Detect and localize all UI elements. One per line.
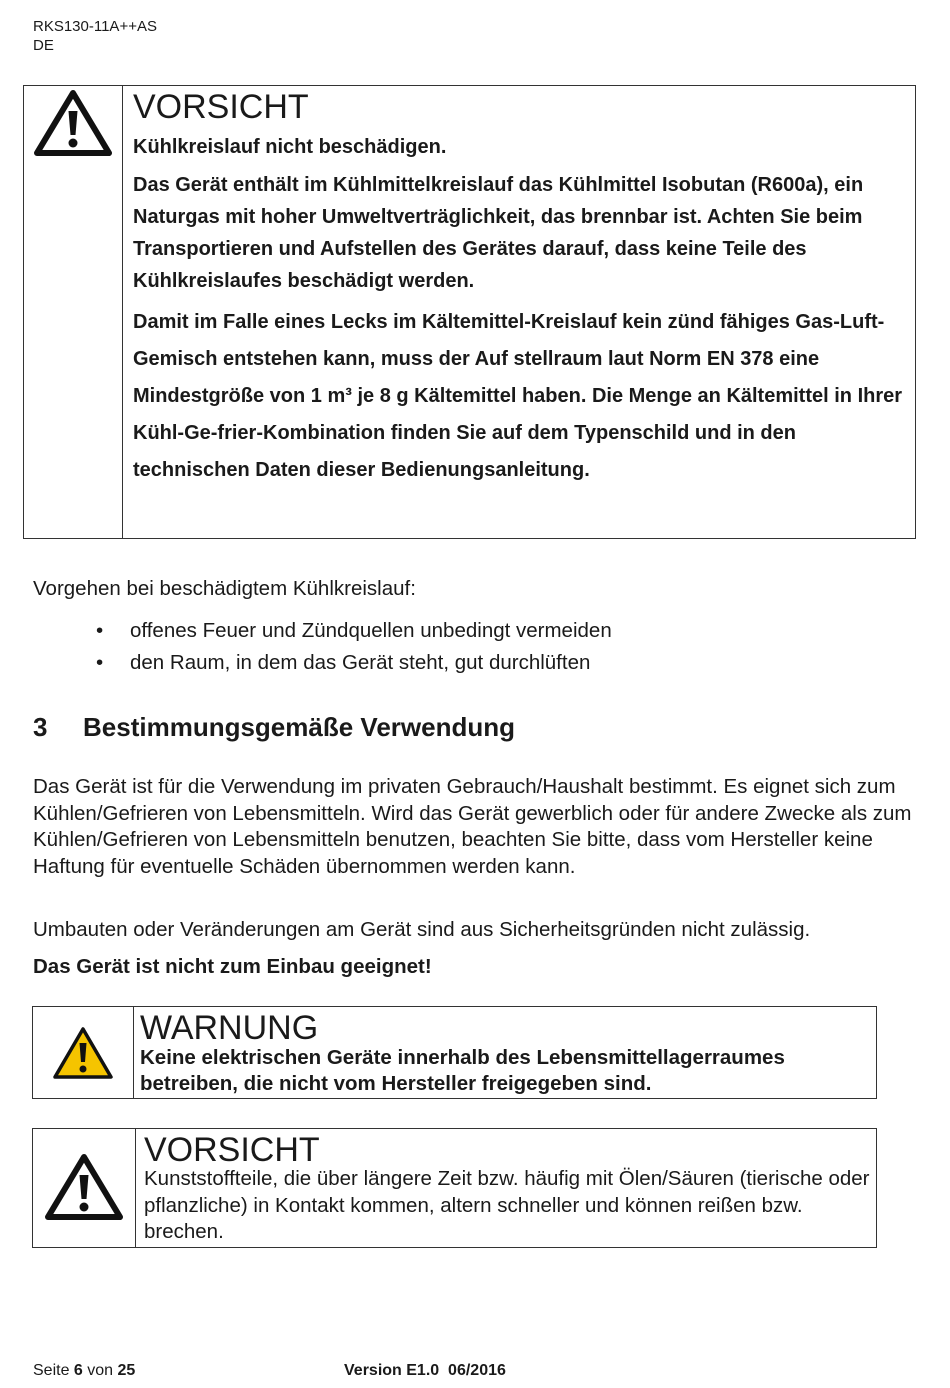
language-code: DE bbox=[33, 37, 54, 54]
notice-paragraph: Damit im Falle eines Lecks im Kältemittel-Kreislauf kein zünd fähiges Gas-Luft-Gemisch entstehen kann, muss der Auf stellraum laut Norm EN 378 eine Mindestgröße von 1 m³ je 8 g Kältemittel haben. Die Menge an Kältemittel in Ihrer Kühl-Ge-frier-Kombination finden Sie auf dem Typenschild und in den technischen Daten dieser Bedienungsanleitung. bbox=[133, 311, 903, 481]
notice-paragraph: Das Gerät enthält im Kühlmittelkreislauf das Kühlmittel Isobutan (R600a), ein Naturgas mit hoher Umweltverträglichkeit, das brennbar ist. Achten Sie beim Transportieren und Aufstellen des Gerätes darauf, dass keine Teile des Kühlkreislaufes beschädigt werden. bbox=[133, 174, 864, 292]
notice-text: Kunststoffteile, die über längere Zeit bzw. häufig mit Ölen/Säuren (tierische oder pflanzliche) in Kontakt kommen, altern schneller und können reißen bzw. brechen. bbox=[144, 1167, 870, 1243]
section-number: 3 bbox=[33, 712, 48, 742]
bullet: • bbox=[96, 619, 104, 642]
page-number: Seite 6 von 25 bbox=[33, 1362, 136, 1379]
notice-title: WARNUNG bbox=[140, 1009, 319, 1047]
notice-text: Keine elektrischen Geräte innerhalb des Lebensmittellagerraumes betreiben, die nicht vom Hersteller freigegeben sind. bbox=[140, 1046, 785, 1095]
notice-title: VORSICHT bbox=[144, 1131, 320, 1169]
caution-notice-plastics bbox=[32, 1128, 877, 1248]
warning-notice-electrical bbox=[32, 1006, 877, 1099]
notice-icon-cell bbox=[33, 1129, 136, 1247]
list-item: • den Raum, in dem das Gerät steht, gut durchlüften bbox=[96, 647, 612, 679]
caution-notice-refrigerant bbox=[23, 85, 916, 539]
damage-steps-list bbox=[96, 615, 612, 679]
notice-icon-cell bbox=[24, 86, 123, 538]
section-title: Bestimmungsgemäße Verwendung bbox=[83, 712, 515, 742]
yellow-warning-triangle-icon bbox=[52, 1026, 114, 1080]
section-paragraph: Umbauten oder Veränderungen am Gerät sind aus Sicherheitsgründen nicht zulässig. bbox=[33, 918, 811, 941]
version-label: Version E1.0 06/2016 bbox=[344, 1362, 506, 1379]
warning-triangle-icon bbox=[33, 89, 113, 159]
warning-triangle-icon bbox=[44, 1153, 124, 1223]
section-heading bbox=[33, 711, 515, 743]
notice-content bbox=[134, 1007, 876, 1098]
bullet: • bbox=[96, 651, 104, 674]
section-paragraph-bold: Das Gerät ist nicht zum Einbau geeignet! bbox=[33, 955, 432, 978]
notice-content bbox=[136, 1129, 876, 1247]
damage-intro: Vorgehen bei beschädigtem Kühlkreislauf: bbox=[33, 577, 416, 600]
section-paragraph: Das Gerät ist für die Verwendung im privaten Gebrauch/Haushalt bestimmt. Es eignet sich zum Kühlen/Gefrieren von Lebensmitteln. Wird das Gerät gewerblich oder für andere Zwecke als zum Kühlen/Gefrieren von Lebensmitteln benutzen, beachten Sie bitte, dass vom Hersteller keine Haftung für eventuelle Schäden übernommen werden kann. bbox=[33, 775, 912, 878]
notice-content bbox=[123, 86, 915, 538]
notice-icon-cell bbox=[33, 1007, 134, 1098]
document-header bbox=[33, 17, 157, 55]
notice-title: VORSICHT bbox=[133, 88, 309, 126]
list-item: • offenes Feuer und Zündquellen unbedingt vermeiden bbox=[96, 615, 612, 647]
notice-lead: Kühlkreislauf nicht beschädigen. bbox=[133, 136, 447, 158]
model-number: RKS130-11A++AS bbox=[33, 18, 157, 35]
